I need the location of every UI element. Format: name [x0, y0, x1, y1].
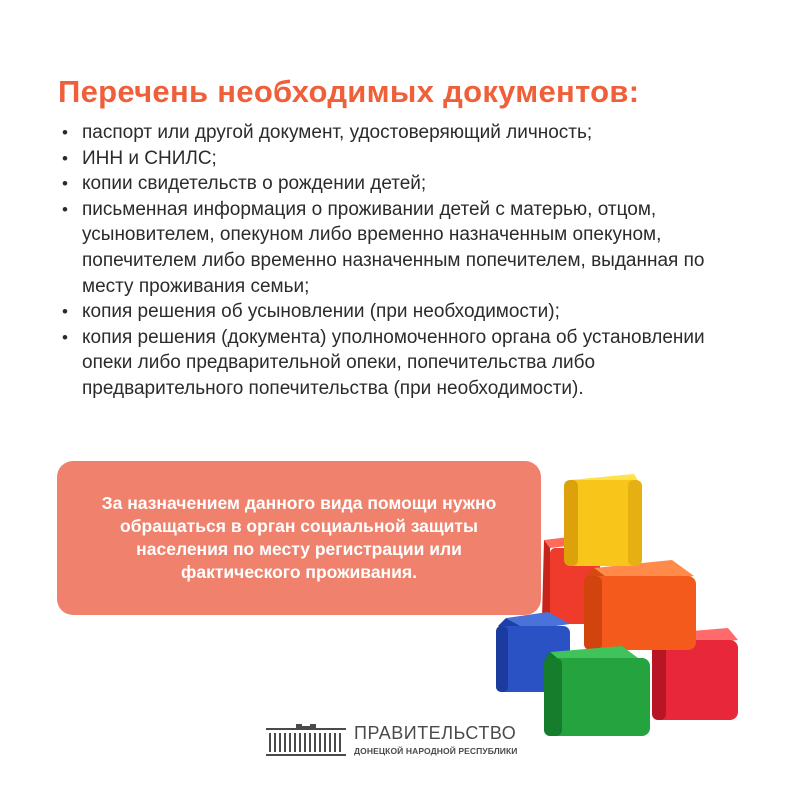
list-item: • паспорт или другой документ, удостоверяющий личность; [60, 120, 760, 146]
info-text: За назначением данного вида помощи нужно обращаться в орган социальной защиты населения по месту регистрации или фактического проживания. [101, 493, 497, 582]
orange-cube [584, 560, 696, 650]
documents-list [60, 120, 760, 402]
list-item: • письменная информация о проживании детей с матерью, отцом, усыновителем, опекуном либо временно назначенным опекуном, попечителем либо временно назначенным попечителем, выданная по месту проживания семьи; [60, 197, 760, 299]
list-item: • копии свидетельств о рождении детей; [60, 171, 760, 197]
yellow-cube [564, 474, 642, 566]
toy-cubes-illustration [488, 468, 748, 738]
list-item: • ИНН и СНИЛС; [60, 146, 760, 172]
green-cube [544, 646, 650, 736]
list-item: • копия решения об усыновлении (при необходимости); [60, 299, 760, 325]
info-box [57, 461, 541, 615]
list-item: • копия решения (документа) уполномоченного органа об установлении опеки либо предварительной опеки, попечительства либо предварительного попечительства (при необходимости). [60, 325, 760, 402]
page-title: Перечень необходимых документов: [58, 74, 640, 109]
logo-subtitle: ДОНЕЦКОЙ НАРОДНОЙ РЕСПУБЛИКИ [354, 746, 518, 756]
government-building-icon [266, 724, 346, 758]
government-logo [266, 722, 536, 762]
logo-name: ПРАВИТЕЛЬСТВО [354, 723, 517, 743]
